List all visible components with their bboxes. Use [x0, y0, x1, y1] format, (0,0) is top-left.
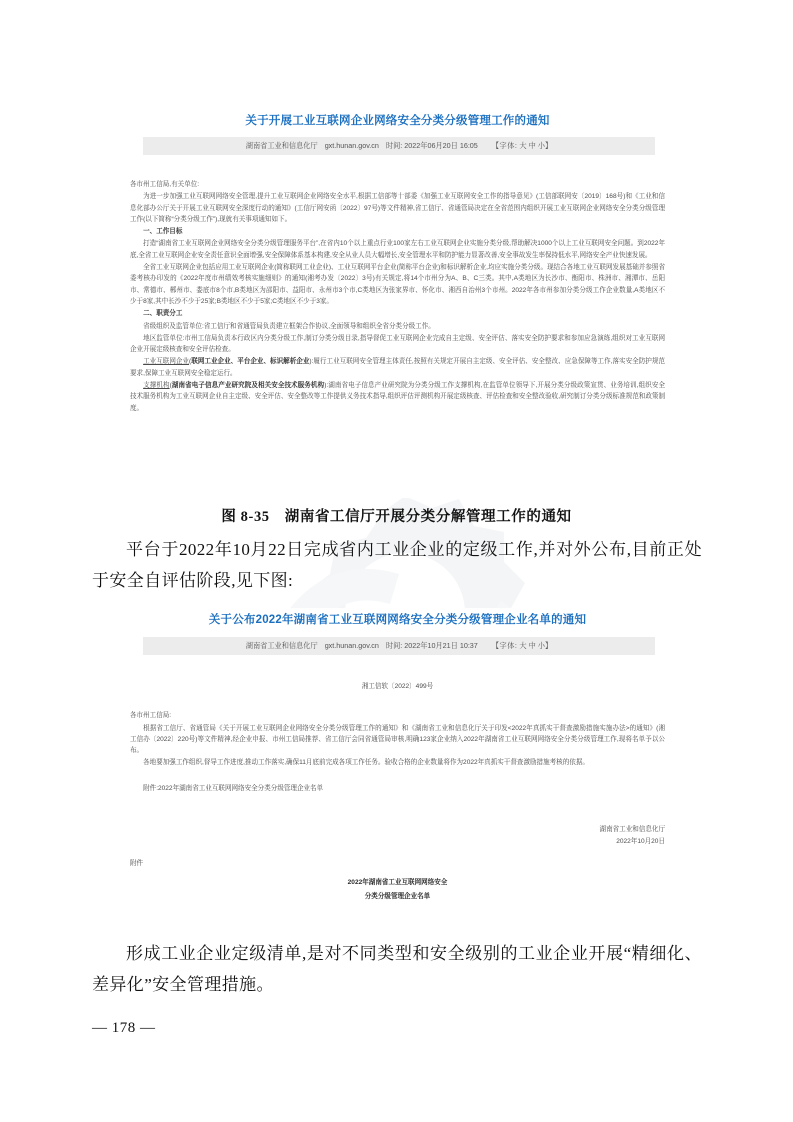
- attachment-title-line-2: 分类分级管理企业名单: [364, 893, 431, 901]
- notice-two-date: 2022年10月20日: [616, 838, 665, 846]
- notice-one-para-4: 全省工业互联网企业包括应用工业互联网企业(简称联网工业企业)、工业互联网平台企业(简称平台企业)和标识解析企业,均应实施分类分级。现结合各地工业互联网发展基础并参照省委考核办印发的《2022年度市州绩效考核实施细则》的通知(湘考办发〔2022〕3号)有关规定,将14个市州分为A、B、C三类。其中,A类地区为长沙市、衡阳市、株洲市、湘潭市、岳阳市、常德市、郴州市、娄底市8个市,B类地区为邵阳市、益阳市、永州市3个市,C类地区为张家界市、怀化市、湘西自治州3个市州。2022年各市州参加分类分级工作企业数量,A类地区不少于8家,其中长沙不少于25家;B类地区不少于5家;C类地区不少于3家。: [130, 264, 665, 305]
- notice-two-para-1: 根据省工信厅、省通管局《关于开展工业互联网企业网络安全分类分级管理工作的通知》和《湖南省工业和信息化厅关于印发<2022年真抓实干督查激励措施实施办法>的通知》(湘工信办〔2022〕220号)等文件精神,经企业申报、市州工信局推荐、省工信厅会同省通管局审核,明确123家企业纳入2022年湖南省工业互联网网络安全分类分级管理工作,现将名单予以公布。: [130, 724, 665, 755]
- page-folio: — 178 —: [92, 1020, 156, 1036]
- notice-two-attachment-line: 附件:2022年湖南省工业互联网网络安全分类分级管理企业名单: [143, 784, 324, 792]
- notice-two-body: [130, 681, 665, 903]
- notice-two-title: 关于公布2022年湖南省工业互联网网络安全分类分级管理企业名单的通知: [208, 614, 587, 626]
- notice-one-heading-1: 一、工作目标: [143, 228, 183, 236]
- meta-site: gxt.hunan.gov.cn: [324, 141, 379, 150]
- notice-one-heading-2: 二、职责分工: [143, 310, 183, 318]
- attachment-label: 附件: [130, 859, 144, 867]
- fontsize-label: 【字体:: [491, 141, 518, 150]
- notice-two-meta-bar: [143, 637, 655, 655]
- notice-screenshot-second: [120, 608, 675, 928]
- fontsize-large-button[interactable]: 大: [519, 141, 527, 150]
- notice-two-issuer: 湖南省工业和信息化厅: [599, 826, 665, 834]
- notice-screenshot-first: [120, 108, 675, 498]
- meta-department: 湖南省工业和信息化厅: [245, 141, 318, 150]
- notice-two-para-2: 各地要加强工作组织,督导工作进度,推动工作落实,确保11月底前完成各项工作任务。验收合格的企业数量将作为2022年真抓实干督查激励措施考核的依据。: [143, 759, 589, 767]
- fontsize-medium-button[interactable]: 中: [528, 641, 536, 650]
- meta-time-label: 时间:: [385, 641, 403, 650]
- meta-time-label: 时间:: [385, 141, 403, 150]
- notice-one-para-3: 打造“湖南省工业互联网企业网络安全分类分级管理服务平台”,在省内10个以上重点行业100家左右工业互联网企业实施分类分级,帮助解决1000个以上工业互联网安全问题。到2022年底,全省工业互联网企业安全责任意识全面增强,安全保障体系基本构建,安全从业人员大幅增长,安全管理水平和防护能力显著改善,安全事故发生率保持低水平,网络安全产业快速发展。: [130, 240, 665, 259]
- notice-two-para-0: 各市州工信局:: [130, 712, 172, 720]
- notice-one-body: [130, 179, 665, 414]
- fontsize-label: 【字体:: [491, 641, 518, 650]
- fontsize-close: 】: [544, 641, 553, 650]
- fontsize-close: 】: [544, 141, 553, 150]
- closing-paragraph: 形成工业企业定级清单,是对不同类型和安全级别的工业企业开展“精细化、差异化”安全管理措施。: [92, 944, 702, 994]
- fontsize-small-button[interactable]: 小: [537, 141, 545, 150]
- fontsize-large-button[interactable]: 大: [519, 641, 527, 650]
- fontsize-medium-button[interactable]: 中: [528, 141, 536, 150]
- fontsize-small-button[interactable]: 小: [537, 641, 545, 650]
- notice-one-para-8: 工业互联网企业(联网工业企业、平台企业、标识解析企业):履行工业互联网安全管理主体责任,按照有关规定开展自主定级、安全评估、安全整改、应急保障等工作,落实安全防护规范要求,保障工业互联网安全稳定运行。: [130, 358, 665, 377]
- notice-one-para-9: 支撑机构(湖南省电子信息产业研究院及相关安全技术服务机构):湖南省电子信息产业研究院为分类分级工作支撑机构,在监管单位领导下,开展分类分级政策宣贯、业务培训,组织安全技术服务机构为工业互联网企业自主定级、安全评估、安全整改等工作提供义务技术指导,组织评估评测机构开展定级核查、评估检查和安全整改验收,研究制订分类分级标准规范和政策制度。: [130, 382, 665, 412]
- notice-one-meta-bar: [143, 137, 655, 155]
- meta-time-value: 2022年06月20日 16:05: [404, 141, 478, 150]
- meta-time-value: 2022年10月21日 10:37: [404, 641, 478, 650]
- attachment-title-line-1: 2022年湖南省工业互联网网络安全: [347, 878, 448, 886]
- notice-one-para-0: 各市州工信局,有关单位:: [130, 181, 200, 188]
- notice-one-para-7: 地区监管单位:市州工信局负责本行政区内分类分级工作,制订分类分级目录,指导督促工业互联网企业完成自主定级、安全评估、落实安全防护要求和参加应急演练,组织对工业互联网企业开展定级核查和安全评估检查。: [130, 334, 665, 354]
- notice-one-title: 关于开展工业互联网企业网络安全分类分级管理工作的通知: [245, 115, 550, 127]
- figure-caption: 图 8-35 湖南省工信厅开展分类分解管理工作的通知: [221, 509, 572, 525]
- middle-paragraph: 平台于2022年10月22日完成省内工业企业的定级工作,并对外公布,目前正处于安全自评估阶段,见下图:: [92, 540, 702, 590]
- meta-department: 湖南省工业和信息化厅: [245, 641, 318, 650]
- meta-site: gxt.hunan.gov.cn: [324, 641, 379, 650]
- notice-one-para-6: 省级组织及监管单位:省工信厅和省通管局负责建立框架合作协议,全面领导和组织全省分类分级工作。: [143, 322, 435, 330]
- notice-two-doc-number: 湘工信软〔2022〕499号: [361, 683, 434, 690]
- notice-one-para-1: 为进一步加强工业互联网网络安全管理,提升工业互联网企业网络安全水平,根据工信部等十部委《加强工业互联网安全工作的指导意见》(工信部联网安〔2019〕168号)和《工业和信息化部办公厅关于开展工业互联网安全深度行动的通知》(工信厅网安函〔2022〕97号)等文件精神,省工信厅、省通管局决定在全省范围内组织开展工业互联网企业网络安全分类分级管理工作(以下简称“分类分级工作”),现就有关事项通知如下。: [130, 193, 665, 223]
